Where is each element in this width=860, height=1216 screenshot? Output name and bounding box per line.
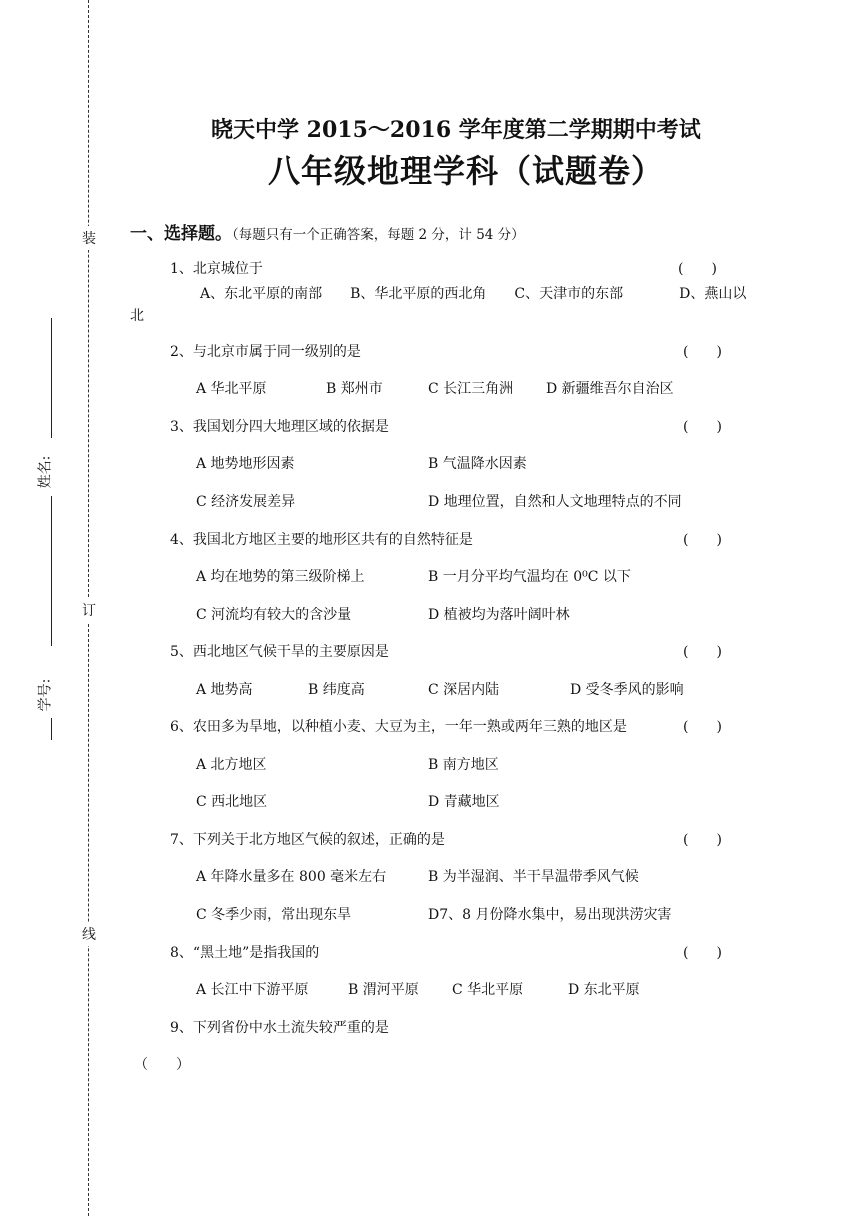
binding-char-xian: 线 bbox=[82, 922, 96, 946]
answer-paren: ( ) bbox=[683, 719, 722, 735]
option-b: B 渭河平原 bbox=[348, 982, 419, 998]
option-c: C 长江三角洲 bbox=[428, 381, 514, 397]
answer-paren: ( ) bbox=[683, 945, 722, 961]
option-a: A 北方地区 bbox=[196, 757, 267, 773]
option-c: C 冬季少雨，常出现东旱 bbox=[196, 907, 352, 923]
answer-paren: ( ) bbox=[683, 832, 722, 848]
answer-paren-q9: （ ） bbox=[134, 1057, 190, 1073]
option-d: D 新疆维吾尔自治区 bbox=[546, 381, 674, 397]
id-write-line bbox=[51, 718, 52, 740]
name-label: 姓名: bbox=[37, 455, 54, 489]
option-d: D 东北平原 bbox=[568, 982, 640, 998]
section-heading bbox=[130, 219, 525, 244]
option-d: D7、8 月份降水集中，易出现洪涝灾害 bbox=[428, 907, 672, 923]
answer-paren: ( ) bbox=[678, 261, 717, 277]
option-b: B 南方地区 bbox=[428, 757, 499, 773]
option-d: D 受冬季风的影响 bbox=[570, 682, 684, 698]
answer-paren: ( ) bbox=[683, 644, 722, 660]
question-stem: 6、农田多为旱地，以种植小麦、大豆为主，一年一熟或两年三熟的地区是 bbox=[170, 719, 627, 735]
section-note: （每题只有一个正确答案，每题 2 分，计 54 分） bbox=[232, 227, 525, 243]
binding-char-ding: 订 bbox=[82, 598, 96, 622]
option-c: C 华北平原 bbox=[452, 982, 524, 998]
option-b: B 一月分平均气温均在 0⁰C 以下 bbox=[428, 569, 631, 585]
option-c: C 西北地区 bbox=[196, 794, 268, 810]
answer-paren: ( ) bbox=[683, 532, 722, 548]
paper-title: 八年级地理学科（试题卷） bbox=[268, 152, 665, 190]
answer-paren: ( ) bbox=[683, 344, 722, 360]
exam-title: 晓天中学 2015～2016 学年度第二学期期中考试 bbox=[211, 117, 701, 143]
option-d: D 地理位置，自然和人文地理特点的不同 bbox=[428, 494, 682, 510]
option-b: B 气温降水因素 bbox=[428, 456, 527, 472]
option-c: C 深居内陆 bbox=[428, 682, 500, 698]
question-stem: 2、与北京市属于同一级别的是 bbox=[170, 344, 361, 360]
option-d: D 植被均为落叶阔叶林 bbox=[428, 607, 570, 623]
option-b: B 纬度高 bbox=[308, 682, 365, 698]
name-write-line-top bbox=[51, 318, 52, 438]
question-stem: 7、下列关于北方地区气候的叙述，正确的是 bbox=[170, 832, 445, 848]
name-write-line-bottom bbox=[51, 496, 52, 646]
section-title: 一、选择题。 bbox=[130, 224, 232, 244]
option-a: A 华北平原 bbox=[196, 381, 267, 397]
option-d: D 青藏地区 bbox=[428, 794, 500, 810]
options-wrap: 北 bbox=[130, 308, 144, 324]
question-stem: 8、“黑土地”是指我国的 bbox=[170, 945, 320, 961]
option-a: A 均在地势的第三级阶梯上 bbox=[196, 569, 365, 585]
option-b: B 为半湿润、半干旱温带季风气候 bbox=[428, 869, 639, 885]
student-id-label: 学号: bbox=[37, 678, 54, 712]
question-stem: 5、西北地区气候干旱的主要原因是 bbox=[170, 644, 389, 660]
option-a: A 地势地形因素 bbox=[196, 456, 295, 472]
option-a: A 长江中下游平原 bbox=[196, 982, 309, 998]
question-stem: 3、我国划分四大地理区域的依据是 bbox=[170, 419, 389, 435]
option-a: A 年降水量多在 800 毫米左右 bbox=[196, 869, 387, 885]
question-stem: 1、北京城位于 bbox=[170, 261, 263, 277]
option-c: C 经济发展差异 bbox=[196, 494, 296, 510]
binding-char-zhuang: 装 bbox=[82, 226, 96, 250]
option-a: A 地势高 bbox=[196, 682, 253, 698]
question-stem: 9、下列省份中水土流失较严重的是 bbox=[170, 1020, 389, 1036]
options-line: A、东北平原的南部 B、华北平原的西北角 C、天津市的东部 D、燕山以 bbox=[200, 286, 747, 302]
answer-paren: ( ) bbox=[683, 419, 722, 435]
option-c: C 河流均有较大的含沙量 bbox=[196, 607, 352, 623]
question-stem: 4、我国北方地区主要的地形区共有的自然特征是 bbox=[170, 532, 473, 548]
option-b: B 郑州市 bbox=[326, 381, 383, 397]
